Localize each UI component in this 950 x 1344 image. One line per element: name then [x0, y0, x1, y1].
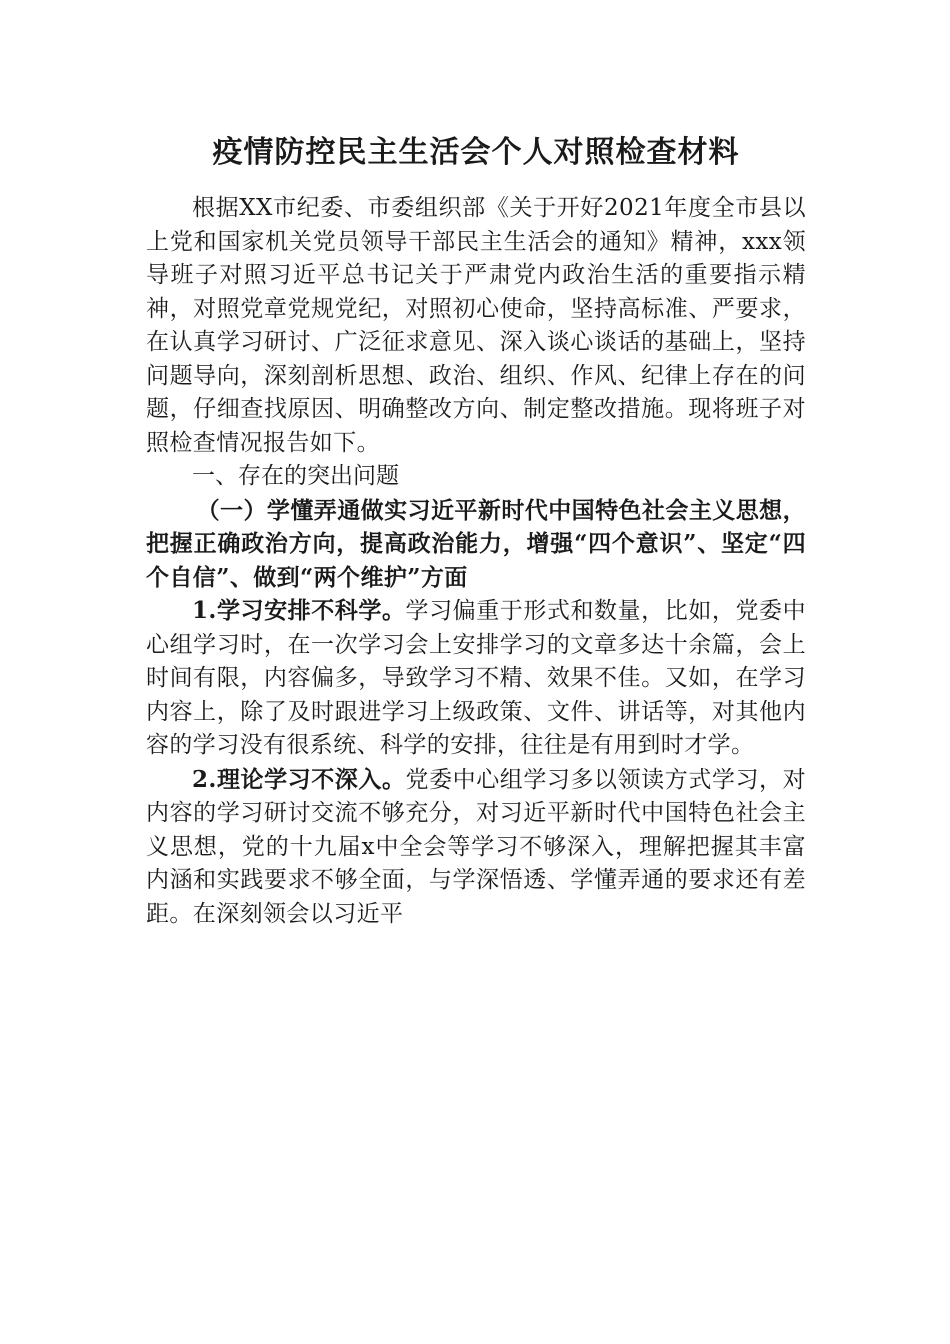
item-paragraph-2 [146, 763, 806, 932]
item-lead-1: 1.学习安排不科学。 [192, 597, 406, 624]
item-body-2: 党委中心组学习多以领读方式学习，对内容的学习研讨交流不够充分，对习近平新时代中国特色社会主义思想，党的十九届x中全会等学习不够深入，理解把握其丰富内涵和实践要求不够全面，与学深悟透、学懂弄通的要求还有差距。在深刻领会以习近平 [146, 766, 806, 927]
item-lead-2: 2.理论学习不深入。 [192, 765, 406, 793]
item-paragraph-1 [146, 594, 806, 763]
item-body-1: 学习偏重于形式和数量，比如，党委中心组学习时，在一次学习会上安排学习的文章多达十余篇，会上时间有限，内容偏多，导致学习不精、效果不佳。又如，在学习内容上，除了及时跟进学习上级政策、文件、讲话等，对其他内容的学习没有很系统、科学的安排，往往是有用到时才学。 [146, 598, 806, 758]
document-title: 疫情防控民主生活会个人对照检查材料 [212, 135, 740, 170]
section-heading: 一、存在的突出问题 [192, 463, 399, 489]
subsection-heading: （一）学懂弄通做实习近平新时代中国特色社会主义思想，把握正确政治方向，提高政治能力，增强“四个意识”、坚定“四个自信”、做到“两个维护”方面 [146, 496, 806, 591]
document-page [146, 128, 806, 931]
intro-paragraph: 根据XX市纪委、市委组织部《关于开好2021年度全市县以上党和国家机关党员领导干部民主生活会的通知》精神，xxx领导班子对照习近平总书记关于严肃党内政治生活的重要指示精神，对照党章党规党纪，对照初心使命，坚持高标准、严要求，在认真学习研讨、广泛征求意见、深入谈心谈话的基础上，坚持问题导向，深刻剖析思想、政治、组织、作风、纪律上存在的问题，仔细查找原因、明确整改方向、制定整改措施。现将班子对照检查情况报告如下。 [146, 195, 806, 456]
